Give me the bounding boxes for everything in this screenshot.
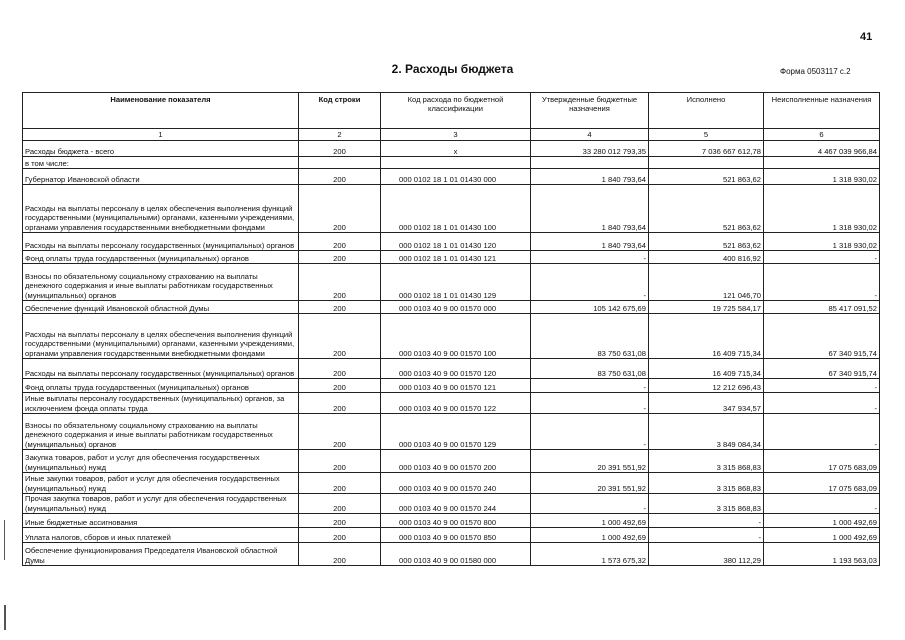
row-approved: 83 750 631,08 bbox=[531, 359, 649, 379]
column-number-row bbox=[23, 129, 880, 141]
row-line-code: 200 bbox=[299, 185, 381, 233]
row-unexecuted: - bbox=[764, 379, 880, 393]
row-executed: 16 409 715,34 bbox=[649, 314, 764, 359]
row-classification-code: 000 0102 18 1 01 01430 000 bbox=[381, 169, 531, 185]
row-classification-code: 000 0103 40 9 00 01570 121 bbox=[381, 379, 531, 393]
table-row bbox=[23, 314, 880, 359]
row-name: Расходы бюджета - всего bbox=[23, 141, 299, 157]
row-executed: 7 036 667 612,78 bbox=[649, 141, 764, 157]
row-classification-code: 000 0102 18 1 01 01430 100 bbox=[381, 185, 531, 233]
row-line-code: 200 bbox=[299, 393, 381, 414]
row-executed: - bbox=[649, 528, 764, 543]
row-unexecuted: 17 075 683,09 bbox=[764, 473, 880, 494]
row-name: Взносы по обязательному социальному страхованию на выплаты денежного содержания и иные выплаты работникам государственных (муниципальных) органов bbox=[23, 414, 299, 450]
row-approved bbox=[531, 157, 649, 169]
table-row bbox=[23, 473, 880, 494]
row-line-code: 200 bbox=[299, 359, 381, 379]
row-line-code: 200 bbox=[299, 233, 381, 251]
row-name: Губернатор Ивановской области bbox=[23, 169, 299, 185]
row-name: Уплата налогов, сборов и иных платежей bbox=[23, 528, 299, 543]
col-header-executed: Исполнено bbox=[649, 93, 764, 129]
row-approved: 1 840 793,64 bbox=[531, 169, 649, 185]
row-name: Иные бюджетные ассигнования bbox=[23, 514, 299, 528]
row-line-code: 200 bbox=[299, 514, 381, 528]
row-line-code: 200 bbox=[299, 414, 381, 450]
row-classification-code: 000 0103 40 9 00 01570 000 bbox=[381, 301, 531, 314]
row-line-code: 200 bbox=[299, 379, 381, 393]
table-row bbox=[23, 185, 880, 233]
row-approved: 1 840 793,64 bbox=[531, 233, 649, 251]
row-name: Обеспечение функционирования Председателя Ивановской областной Думы bbox=[23, 543, 299, 566]
row-unexecuted: - bbox=[764, 264, 880, 301]
row-executed: 3 315 868,83 bbox=[649, 450, 764, 473]
col-num: 5 bbox=[649, 129, 764, 141]
table-row bbox=[23, 543, 880, 566]
col-header-line-code: Код строки bbox=[299, 93, 381, 129]
row-line-code: 200 bbox=[299, 141, 381, 157]
row-classification-code: 000 0102 18 1 01 01430 120 bbox=[381, 233, 531, 251]
table-row bbox=[23, 414, 880, 450]
row-executed: 521 863,62 bbox=[649, 169, 764, 185]
row-classification-code: x bbox=[381, 141, 531, 157]
row-name: Расходы на выплаты персоналу государственных (муниципальных) органов bbox=[23, 359, 299, 379]
row-line-code: 200 bbox=[299, 169, 381, 185]
row-approved: 1 000 492,69 bbox=[531, 514, 649, 528]
col-num: 4 bbox=[531, 129, 649, 141]
col-num: 6 bbox=[764, 129, 880, 141]
table-row bbox=[23, 157, 880, 169]
row-unexecuted: 1 193 563,03 bbox=[764, 543, 880, 566]
row-name: в том числе: bbox=[23, 157, 299, 169]
row-executed: 16 409 715,34 bbox=[649, 359, 764, 379]
col-num: 3 bbox=[381, 129, 531, 141]
row-approved: - bbox=[531, 494, 649, 514]
col-header-name: Наименование показателя bbox=[23, 93, 299, 129]
table-row bbox=[23, 393, 880, 414]
row-classification-code: 000 0103 40 9 00 01580 000 bbox=[381, 543, 531, 566]
row-approved: 20 391 551,92 bbox=[531, 450, 649, 473]
row-classification-code: 000 0103 40 9 00 01570 129 bbox=[381, 414, 531, 450]
table-row bbox=[23, 450, 880, 473]
row-approved: 1 840 793,64 bbox=[531, 185, 649, 233]
row-approved: - bbox=[531, 264, 649, 301]
row-name: Иные выплаты персоналу государственных (муниципальных) органов, за исключением фонда оплаты труда bbox=[23, 393, 299, 414]
row-approved: - bbox=[531, 414, 649, 450]
row-executed: 12 212 696,43 bbox=[649, 379, 764, 393]
table-row bbox=[23, 514, 880, 528]
row-line-code: 200 bbox=[299, 473, 381, 494]
row-line-code: 200 bbox=[299, 264, 381, 301]
table-row bbox=[23, 264, 880, 301]
form-number: Форма 0503117 с.2 bbox=[780, 67, 851, 76]
row-line-code bbox=[299, 157, 381, 169]
header-row bbox=[23, 93, 880, 129]
row-line-code: 200 bbox=[299, 301, 381, 314]
row-approved: 33 280 012 793,35 bbox=[531, 141, 649, 157]
row-unexecuted: 4 467 039 966,84 bbox=[764, 141, 880, 157]
row-executed: 380 112,29 bbox=[649, 543, 764, 566]
row-unexecuted: - bbox=[764, 393, 880, 414]
row-unexecuted: 1 000 492,69 bbox=[764, 528, 880, 543]
row-unexecuted: 1 318 930,02 bbox=[764, 233, 880, 251]
row-executed: 3 315 868,83 bbox=[649, 494, 764, 514]
row-approved: 1 573 675,32 bbox=[531, 543, 649, 566]
row-executed: 121 046,70 bbox=[649, 264, 764, 301]
table-row bbox=[23, 233, 880, 251]
scan-edge-mark bbox=[4, 605, 6, 630]
row-approved: 105 142 675,69 bbox=[531, 301, 649, 314]
row-executed: - bbox=[649, 514, 764, 528]
table-row bbox=[23, 528, 880, 543]
table-row bbox=[23, 169, 880, 185]
row-classification-code: 000 0103 40 9 00 01570 850 bbox=[381, 528, 531, 543]
row-unexecuted: - bbox=[764, 251, 880, 264]
row-unexecuted: 1 318 930,02 bbox=[764, 185, 880, 233]
row-classification-code bbox=[381, 157, 531, 169]
row-unexecuted: - bbox=[764, 494, 880, 514]
row-unexecuted: 67 340 915,74 bbox=[764, 314, 880, 359]
row-line-code: 200 bbox=[299, 543, 381, 566]
page-title: 2. Расходы бюджета bbox=[391, 62, 514, 76]
row-approved: - bbox=[531, 251, 649, 264]
row-unexecuted: 1 318 930,02 bbox=[764, 169, 880, 185]
row-approved: 83 750 631,08 bbox=[531, 314, 649, 359]
row-classification-code: 000 0103 40 9 00 01570 800 bbox=[381, 514, 531, 528]
row-executed: 19 725 584,17 bbox=[649, 301, 764, 314]
row-executed: 521 863,62 bbox=[649, 233, 764, 251]
row-executed: 521 863,62 bbox=[649, 185, 764, 233]
row-executed bbox=[649, 157, 764, 169]
row-name: Фонд оплаты труда государственных (муниципальных) органов bbox=[23, 251, 299, 264]
row-line-code: 200 bbox=[299, 450, 381, 473]
row-name: Расходы на выплаты персоналу в целях обеспечения выполнения функций государственными (муниципальными) органами, казенными учреждениями, органами управления государственными внебюджетными фондами bbox=[23, 314, 299, 359]
table-row bbox=[23, 379, 880, 393]
row-name: Расходы на выплаты персоналу в целях обеспечения выполнения функций государственными (муниципальными) органами, казенными учреждениями, органами управления государственными внебюджетными фондами bbox=[23, 185, 299, 233]
row-name: Взносы по обязательному социальному страхованию на выплаты денежного содержания и иные выплаты работникам государственных (муниципальных) органов bbox=[23, 264, 299, 301]
row-classification-code: 000 0103 40 9 00 01570 200 bbox=[381, 450, 531, 473]
table-row bbox=[23, 141, 880, 157]
row-classification-code: 000 0102 18 1 01 01430 129 bbox=[381, 264, 531, 301]
row-line-code: 200 bbox=[299, 314, 381, 359]
table-row bbox=[23, 359, 880, 379]
row-unexecuted: 67 340 915,74 bbox=[764, 359, 880, 379]
row-executed: 400 816,92 bbox=[649, 251, 764, 264]
col-num: 1 bbox=[23, 129, 299, 141]
row-name: Закупка товаров, работ и услуг для обеспечения государственных (муниципальных) нужд bbox=[23, 450, 299, 473]
row-line-code: 200 bbox=[299, 494, 381, 514]
row-approved: 20 391 551,92 bbox=[531, 473, 649, 494]
row-name: Расходы на выплаты персоналу государственных (муниципальных) органов bbox=[23, 233, 299, 251]
table-row bbox=[23, 301, 880, 314]
row-name: Обеспечение функций Ивановской областной Думы bbox=[23, 301, 299, 314]
row-approved: - bbox=[531, 379, 649, 393]
row-line-code: 200 bbox=[299, 251, 381, 264]
row-executed: 347 934,57 bbox=[649, 393, 764, 414]
row-approved: 1 000 492,69 bbox=[531, 528, 649, 543]
row-classification-code: 000 0103 40 9 00 01570 120 bbox=[381, 359, 531, 379]
row-unexecuted: - bbox=[764, 414, 880, 450]
col-header-unexecuted: Неисполненные назначения bbox=[764, 93, 880, 129]
row-unexecuted: 85 417 091,52 bbox=[764, 301, 880, 314]
row-line-code: 200 bbox=[299, 528, 381, 543]
row-classification-code: 000 0103 40 9 00 01570 244 bbox=[381, 494, 531, 514]
row-unexecuted: 1 000 492,69 bbox=[764, 514, 880, 528]
col-num: 2 bbox=[299, 129, 381, 141]
row-classification-code: 000 0103 40 9 00 01570 122 bbox=[381, 393, 531, 414]
row-name: Иные закупки товаров, работ и услуг для обеспечения государственных (муниципальных) нужд bbox=[23, 473, 299, 494]
row-name: Фонд оплаты труда государственных (муниципальных) органов bbox=[23, 379, 299, 393]
row-unexecuted bbox=[764, 157, 880, 169]
scan-edge-mark bbox=[4, 520, 5, 560]
table-row bbox=[23, 494, 880, 514]
col-header-approved: Утвержденные бюджетные назначения bbox=[531, 93, 649, 129]
col-header-classification: Код расхода по бюджетной классификации bbox=[381, 93, 531, 129]
row-executed: 3 849 084,34 bbox=[649, 414, 764, 450]
row-name: Прочая закупка товаров, работ и услуг для обеспечения государственных (муниципальных) нужд bbox=[23, 494, 299, 514]
row-classification-code: 000 0103 40 9 00 01570 240 bbox=[381, 473, 531, 494]
budget-expenses-table bbox=[22, 92, 880, 566]
row-approved: - bbox=[531, 393, 649, 414]
row-classification-code: 000 0103 40 9 00 01570 100 bbox=[381, 314, 531, 359]
page-number: 41 bbox=[860, 31, 873, 43]
table-row bbox=[23, 251, 880, 264]
row-executed: 3 315 868,83 bbox=[649, 473, 764, 494]
row-classification-code: 000 0102 18 1 01 01430 121 bbox=[381, 251, 531, 264]
row-unexecuted: 17 075 683,09 bbox=[764, 450, 880, 473]
